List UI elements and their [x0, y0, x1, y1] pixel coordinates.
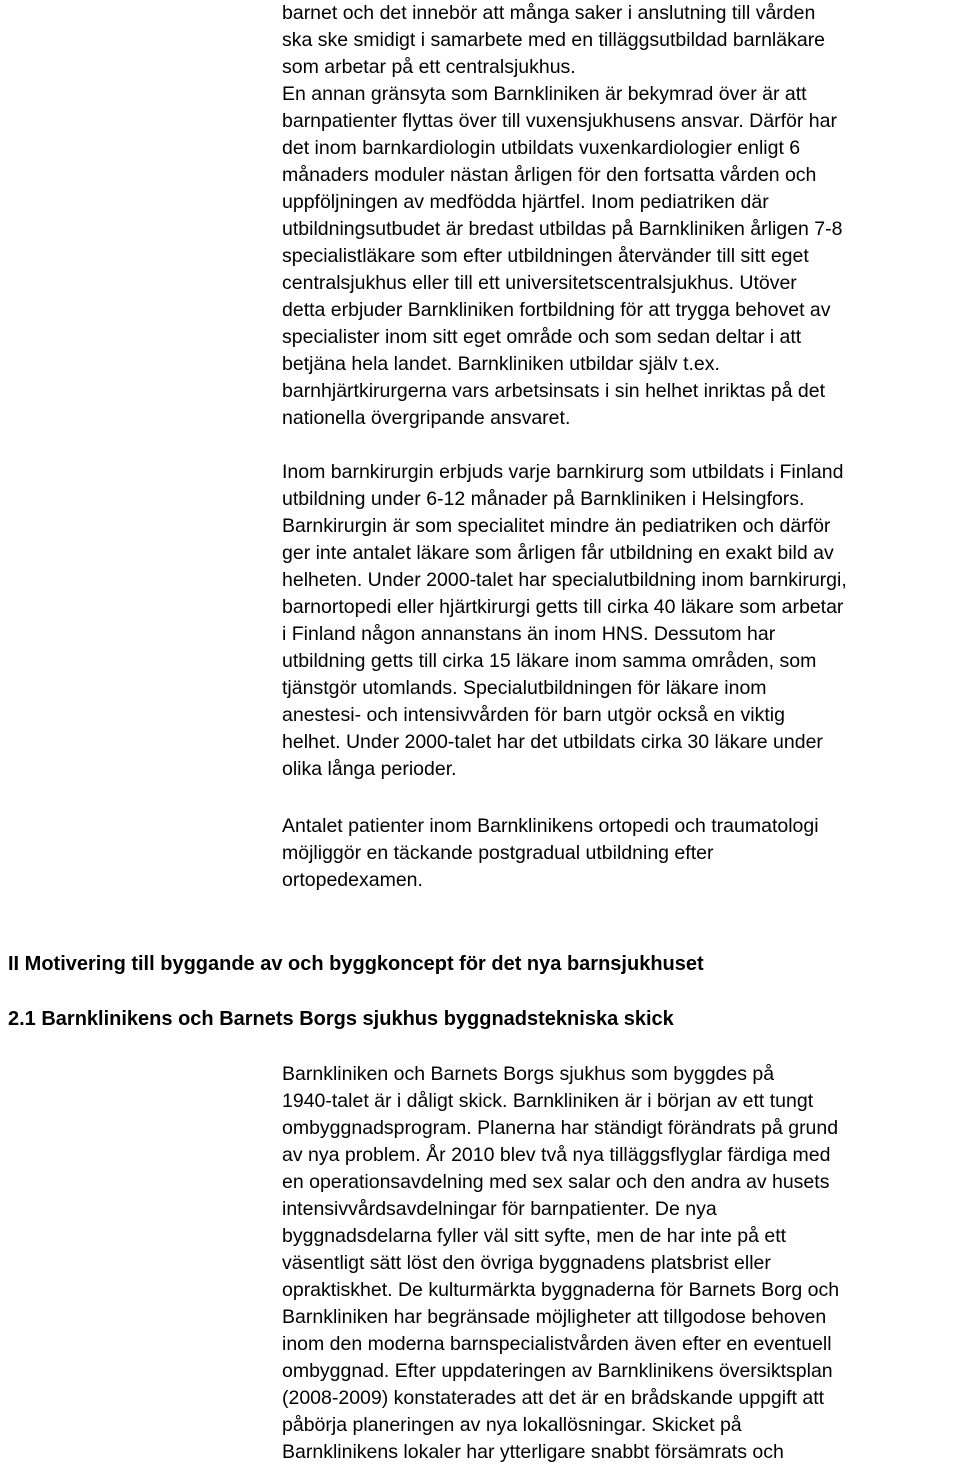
- text-line: barnhjärtkirurgerna vars arbetsinsats i sin helhet inriktas på det: [282, 380, 826, 402]
- text-line: barnortopedi eller hjärtkirurgi getts till cirka 40 läkare som arbetar: [282, 596, 844, 618]
- text-line: intensivvårdsavdelningar för barnpatienter. De nya: [282, 1198, 717, 1220]
- text-line: möjliggör en täckande postgradual utbildning efter: [282, 842, 714, 864]
- text-line: Inom barnkirurgin erbjuds varje barnkirurg som utbildats i Finland: [282, 461, 844, 483]
- text-line: barnpatienter flyttas över till vuxensjukhusens ansvar. Därför har: [282, 110, 837, 132]
- text-line: ger inte antalet läkare som årligen får utbildning en exakt bild av: [282, 542, 834, 564]
- text-line: betjäna hela landet. Barnkliniken utbildar själv t.ex.: [282, 353, 720, 375]
- text-line: inom den moderna barnspecialistvården även efter en eventuell: [282, 1333, 832, 1355]
- text-line: väsentligt sätt löst den övriga byggnadens platsbrist eller: [282, 1252, 771, 1274]
- text-line: barnet och det innebör att många saker i anslutning till vården: [282, 2, 816, 24]
- text-line: ortopedexamen.: [282, 869, 423, 891]
- text-line: centralsjukhus eller till ett universitetscentralsjukhus. Utöver: [282, 272, 797, 294]
- text-line: specialistläkare som efter utbildningen återvänder till sitt eget: [282, 245, 809, 267]
- text-line: Barnkliniken har begränsade möjligheter att tillgodose behoven: [282, 1306, 827, 1328]
- text-line: olika långa perioder.: [282, 758, 457, 780]
- text-line: i Finland någon annanstans än inom HNS. Dessutom har: [282, 623, 776, 645]
- text-line: ombyggnad. Efter uppdateringen av Barnklinikens översiktsplan: [282, 1360, 833, 1382]
- text-line: utbildning getts till cirka 15 läkare inom samma områden, som: [282, 650, 817, 672]
- text-line: detta erbjuder Barnkliniken fortbildning för att trygga behovet av: [282, 299, 831, 321]
- text-line: som arbetar på ett centralsjukhus.: [282, 56, 576, 78]
- text-line: påbörja planeringen av nya lokallösningar. Skicket på: [282, 1414, 742, 1436]
- text-line: uppföljningen av medfödda hjärtfel. Inom pediatriken där: [282, 191, 769, 213]
- text-line: nationella övergripande ansvaret.: [282, 407, 571, 429]
- subsection-heading: 2.1 Barnklinikens och Barnets Borgs sjukhus byggnadstekniska skick: [8, 1008, 674, 1030]
- text-line: utbildning under 6-12 månader på Barnkliniken i Helsingfors.: [282, 488, 805, 510]
- text-line: av nya problem. År 2010 blev två nya tilläggsflyglar färdiga med: [282, 1144, 831, 1166]
- text-line: helheten. Under 2000-talet har specialutbildning inom barnkirurgi,: [282, 569, 847, 591]
- text-line: månaders moduler nästan årligen för den fortsatta vården och: [282, 164, 817, 186]
- text-line: anestesi- och intensivvården för barn utgör också en viktig: [282, 704, 785, 726]
- text-line: Barnkirurgin är som specialitet mindre än pediatriken och därför: [282, 515, 831, 537]
- text-line: En annan gränsyta som Barnkliniken är bekymrad över är att: [282, 83, 807, 105]
- text-line: ska ske smidigt i samarbete med en tilläggsutbildad barnläkare: [282, 29, 826, 51]
- text-line: (2008-2009) konstaterades att det är en brådskande uppgift att: [282, 1387, 825, 1409]
- text-line: Barnklinikens lokaler har ytterligare snabbt försämrats och: [282, 1441, 784, 1463]
- text-line: opraktiskhet. De kulturmärkta byggnaderna för Barnets Borg och: [282, 1279, 840, 1301]
- text-line: specialister inom sitt eget område och som sedan deltar i att: [282, 326, 802, 348]
- text-line: Antalet patienter inom Barnklinikens ortopedi och traumatologi: [282, 815, 819, 837]
- text-line: helhet. Under 2000-talet har det utbildats cirka 30 läkare under: [282, 731, 823, 753]
- text-line: en operationsavdelning med sex salar och den andra av husets: [282, 1171, 830, 1193]
- text-line: 1940-talet är i dåligt skick. Barnkliniken är i början av ett tungt: [282, 1090, 814, 1112]
- text-line: tjänstgör utomlands. Specialutbildningen för läkare inom: [282, 677, 767, 699]
- text-line: Barnkliniken och Barnets Borgs sjukhus som byggdes på: [282, 1063, 775, 1085]
- text-line: det inom barnkardiologin utbildats vuxenkardiologier enligt 6: [282, 137, 801, 159]
- text-line: utbildningsutbudet är bredast utbildas på Barnkliniken årligen 7-8: [282, 218, 843, 240]
- text-line: byggnadsdelarna fyller väl sitt syfte, men de har inte på ett: [282, 1225, 787, 1247]
- section-heading: II Motivering till byggande av och byggkoncept för det nya barnsjukhuset: [8, 953, 704, 975]
- text-line: ombyggnadsprogram. Planerna har ständigt förändrats på grund: [282, 1117, 839, 1139]
